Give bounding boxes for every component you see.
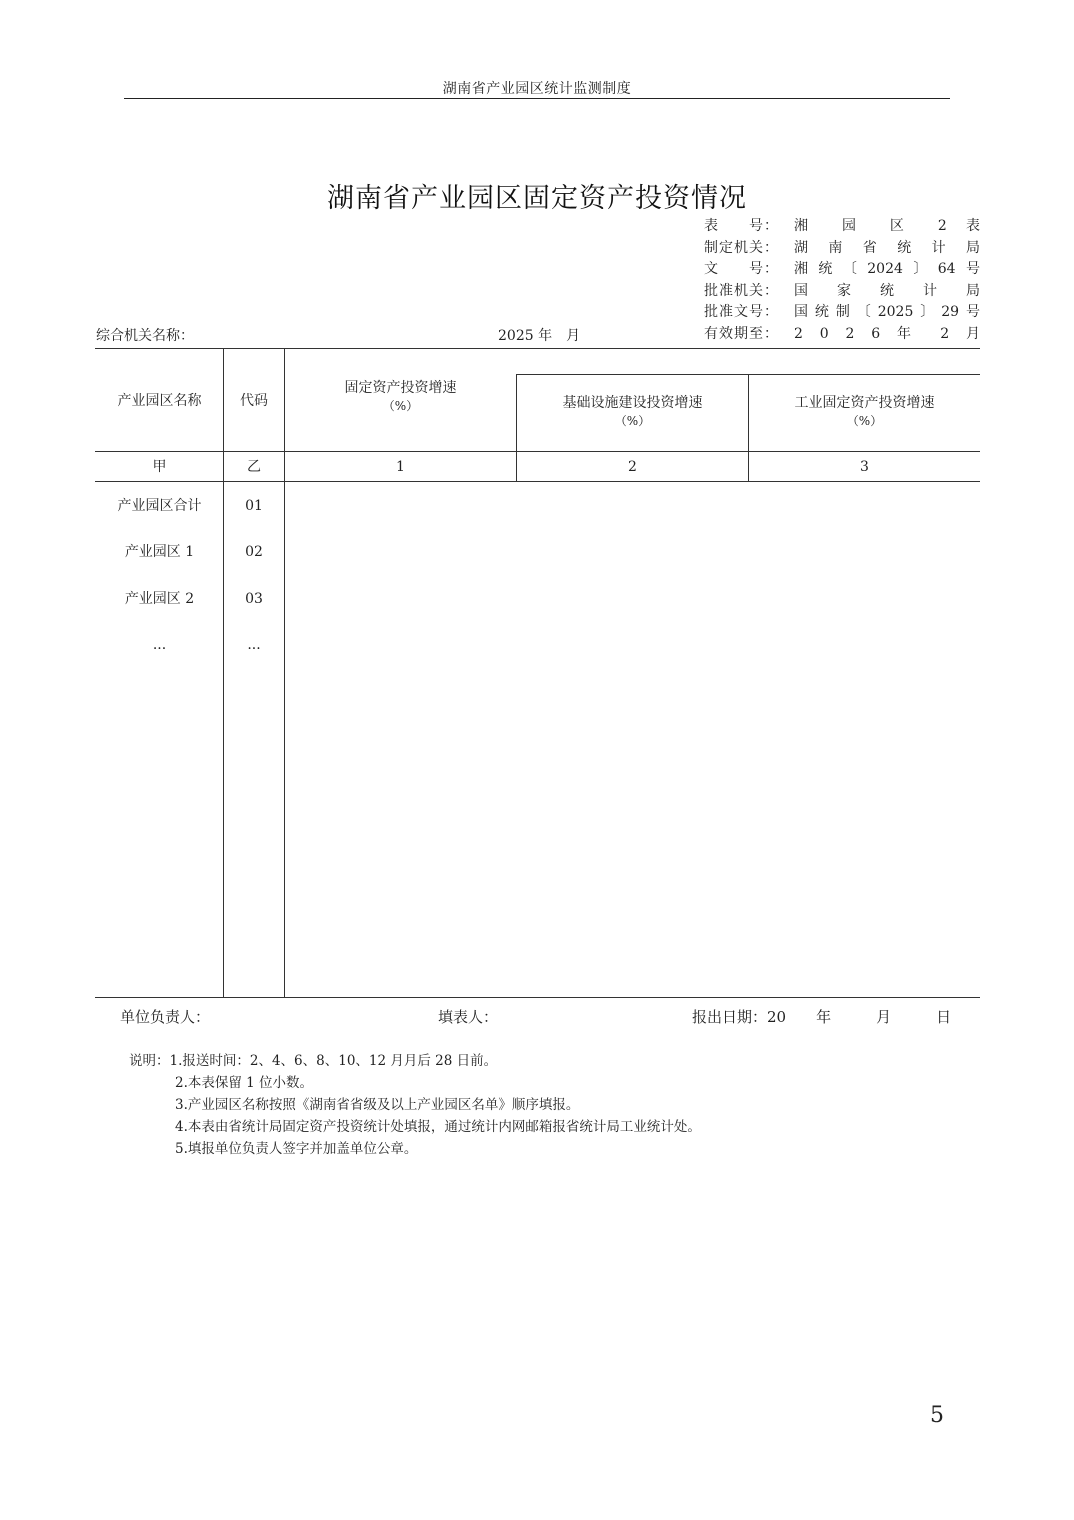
meta-value: 湘统〔2024〕64号 bbox=[794, 261, 980, 277]
index-cell: 乙 bbox=[247, 459, 261, 475]
page-number: 5 bbox=[930, 1403, 944, 1428]
table-index-rule bbox=[95, 481, 980, 482]
header-fixed-asset-growth bbox=[285, 379, 516, 415]
filler-label: 填表人： bbox=[438, 1008, 499, 1026]
meta-value: 国 家 统 计 局 bbox=[794, 283, 980, 299]
meta-document-number bbox=[704, 259, 980, 279]
meta-approval-number bbox=[704, 302, 980, 322]
meta-value: 2 0 2 6 年 2 月 bbox=[794, 326, 980, 342]
row-code: 02 bbox=[245, 544, 263, 560]
row-park-name: ··· bbox=[152, 641, 167, 657]
table-header-rule bbox=[95, 451, 980, 452]
meta-key: 制定机关： bbox=[704, 240, 778, 256]
report-date-label: 报出日期：20 年 月 日 bbox=[692, 1008, 952, 1026]
note-item: 说明：1.报送时间：2、4、6、8、10、12 月月后 28 日前。 bbox=[129, 1053, 498, 1069]
header-infrastructure-growth bbox=[517, 394, 748, 430]
header-divider bbox=[124, 98, 950, 99]
row-code: 03 bbox=[245, 591, 263, 607]
notes-block bbox=[129, 1050, 701, 1160]
header-unit: （%） bbox=[382, 399, 419, 413]
header-unit: （%） bbox=[614, 414, 651, 428]
header-label: 基础设施建设投资增速 bbox=[562, 395, 703, 411]
report-period: 2025 年 月 bbox=[498, 328, 581, 344]
meta-key: 有效期至： bbox=[704, 326, 778, 342]
note-item: 4.本表由省统计局固定资产投资统计处填报，通过统计内网邮箱报省统计局工业统计处。 bbox=[175, 1119, 701, 1135]
meta-value: 湖 南 省 统 计 局 bbox=[794, 240, 980, 256]
row-code: 01 bbox=[245, 498, 263, 514]
header-industrial-growth bbox=[749, 394, 980, 430]
running-header: 湖南省产业园区统计监测制度 bbox=[442, 81, 632, 97]
meta-issuing-authority bbox=[704, 238, 980, 258]
meta-form-number bbox=[704, 216, 980, 236]
table-col-divider bbox=[284, 348, 285, 997]
meta-key: 表 号： bbox=[704, 218, 778, 234]
meta-valid-until bbox=[704, 324, 980, 344]
meta-key: 批准机关： bbox=[704, 283, 778, 299]
row-code: ··· bbox=[247, 641, 261, 657]
note-item: 3.产业园区名称按照《湖南省省级及以上产业园区名单》顺序填报。 bbox=[175, 1097, 580, 1113]
header-label: 固定资产投资增速 bbox=[344, 380, 457, 396]
meta-value: 湘 园 区 2 表 bbox=[794, 218, 980, 234]
index-cell: 3 bbox=[860, 459, 869, 475]
header-park-name: 产业园区名称 bbox=[117, 393, 202, 409]
meta-key: 批准文号： bbox=[704, 304, 778, 320]
header-unit: （%） bbox=[846, 414, 883, 428]
index-cell: 1 bbox=[396, 459, 405, 475]
row-park-name: 产业园区 1 bbox=[124, 544, 195, 560]
meta-approval-authority bbox=[704, 281, 980, 301]
header-label: 工业固定资产投资增速 bbox=[794, 395, 935, 411]
page-title: 湖南省产业园区固定资产投资情况 bbox=[327, 183, 747, 214]
note-item: 5.填报单位负责人签字并加盖单位公章。 bbox=[175, 1141, 418, 1157]
header-code: 代码 bbox=[240, 393, 268, 409]
meta-key: 文 号： bbox=[704, 261, 778, 277]
meta-value: 国统制〔2025〕29号 bbox=[794, 304, 980, 320]
row-park-name: 产业园区合计 bbox=[117, 498, 202, 514]
notes-prefix: 说明： bbox=[129, 1053, 170, 1069]
row-park-name: 产业园区 2 bbox=[124, 591, 195, 607]
unit-head-label: 单位负责人： bbox=[120, 1008, 211, 1026]
table-bottom-rule bbox=[95, 997, 980, 998]
table-top-rule bbox=[95, 348, 980, 349]
org-name-label: 综合机关名称： bbox=[96, 328, 194, 344]
index-cell: 2 bbox=[628, 459, 637, 475]
table-col-divider bbox=[223, 348, 224, 997]
note-item: 2.本表保留 1 位小数。 bbox=[175, 1075, 314, 1091]
index-cell: 甲 bbox=[152, 459, 167, 475]
